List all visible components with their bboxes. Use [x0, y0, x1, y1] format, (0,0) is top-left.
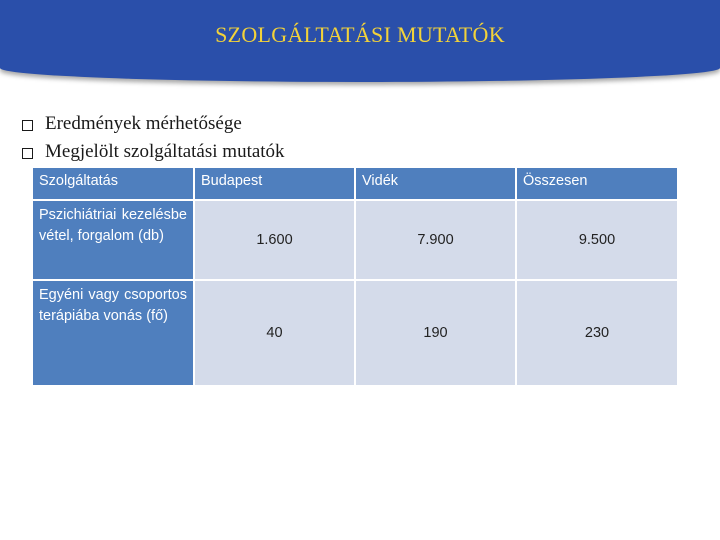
bullet-item: [22, 110, 285, 138]
table-row: [33, 201, 677, 279]
indicators-table: [31, 166, 679, 387]
cell-total: 230: [517, 281, 677, 385]
column-header-total: Összesen: [517, 168, 677, 199]
cell-videk: 7.900: [356, 201, 515, 279]
cell-budapest: 1.600: [195, 201, 354, 279]
bullet-list: [22, 110, 285, 166]
bullet-text: Eredmények mérhetősége: [45, 113, 242, 134]
bullet-item: [22, 138, 285, 166]
bullet-text: Megjelölt szolgáltatási mutatók: [45, 141, 285, 162]
page-title: SZOLGÁLTATÁSI MUTATÓK: [215, 22, 505, 47]
row-label: Egyéni vagy csoportos terápiába vonás (fő): [33, 281, 193, 385]
column-header-budapest: Budapest: [195, 168, 354, 199]
checkbox-icon: [22, 148, 33, 159]
checkbox-icon: [22, 120, 33, 131]
table-header-row: [33, 168, 677, 199]
cell-total: 9.500: [517, 201, 677, 279]
row-label: Pszichiátriai kezelésbe vétel, forgalom (db): [33, 201, 193, 279]
column-header-videk: Vidék: [356, 168, 515, 199]
cell-budapest: 40: [195, 281, 354, 385]
cell-videk: 190: [356, 281, 515, 385]
table-row: [33, 281, 677, 385]
column-header-service: Szolgáltatás: [33, 168, 193, 199]
